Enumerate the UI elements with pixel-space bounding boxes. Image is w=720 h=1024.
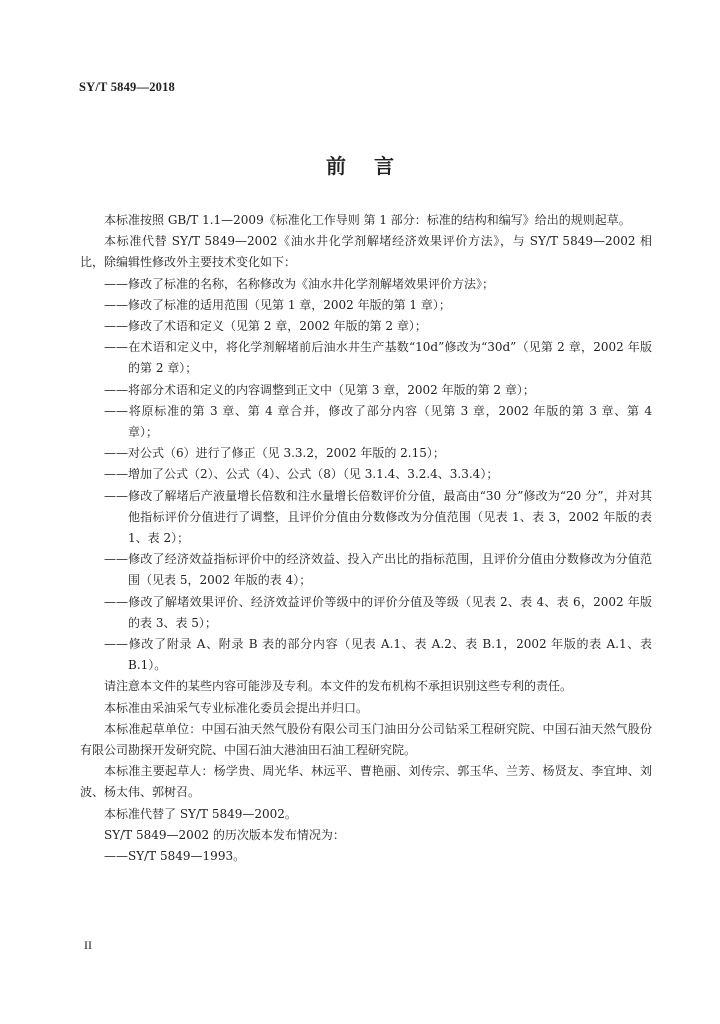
standard-code-header: SY/T 5849—2018: [79, 80, 175, 94]
change-item: ——修改了解堵后产液量增长倍数和注水量增长倍数评价分值，最高由“30 分”修改为“20 分”，并对其他指标评价分值进行了调整，且评价分值由分数修改为分值范围（见表 1、表 3，2002 年版的表 1、表 2）；: [104, 488, 652, 546]
paragraph-replacement: 本标准代替 SY/T 5849—2002《油水井化学剂解堵经济效果评价方法》，与 SY/T 5849—2002 相比，除编辑性修改外主要技术变化如下：: [80, 234, 652, 270]
change-item: ——修改了附录 A、附录 B 表的部分内容（见表 A.1、表 A.2、表 B.1，2002 年版的表 A.1、表 B.1）。: [104, 637, 652, 673]
paragraph-drafters: 本标准主要起草人：杨学贵、周光华、林远平、曹艳丽、刘传宗、郭玉华、兰芳、杨贤友、李宜坤、刘波、杨太伟、郭树召。: [80, 764, 652, 800]
change-item: ——修改了术语和定义（见第 2 章，2002 年版的第 2 章）；: [104, 319, 427, 334]
page-number: II: [84, 938, 92, 952]
change-item: ——修改了经济效益指标评价中的经济效益、投入产出比的指标范围，且评价分值由分数修改为分值范围（见表 5，2002 年版的表 4）；: [104, 552, 652, 588]
paragraph-replaces: 本标准代替了 SY/T 5849—2002。: [104, 806, 297, 821]
foreword-body: [80, 210, 652, 867]
change-item: ——将原标准的第 3 章、第 4 章合并，修改了部分内容（见第 3 章，2002 年版的第 3 章、第 4 章）；: [104, 403, 652, 440]
page-title: 前言: [326, 154, 422, 178]
change-item: ——修改了解堵效果评价、经济效益评价等级中的评价分值及等级（见表 2、表 4、表 6，2002 年版的表 3、表 5）；: [104, 594, 652, 630]
change-item: ——对公式（6）进行了修正（见 3.3.2，2002 年版的 2.15）；: [104, 446, 445, 461]
paragraph-drafting-rules: 本标准按照 GB/T 1.1—2009《标准化工作导则 第 1 部分：标准的结构和编写》给出的规则起草。: [104, 213, 631, 227]
paragraph-patent-notice: 请注意本文件的某些内容可能涉及专利。本文件的发布机构不承担识别这些专利的责任。: [104, 679, 573, 694]
paragraph-drafting-units: 本标准起草单位：中国石油天然气股份有限公司玉门油田分公司钻采工程研究院、中国石油天然气股份有限公司勘探开发研究院、中国石油大港油田石油工程研究院。: [80, 721, 652, 758]
history-item: ——SY/T 5849—1993。: [104, 849, 246, 864]
change-item: ——修改了标准的名称，名称修改为《油水井化学剂解堵效果评价方法》；: [104, 276, 495, 291]
change-item: ——在术语和定义中，将化学剂解堵前后油水井生产基数“10d”修改为“30d”（见第 2 章，2002 年版的第 2 章）；: [104, 340, 652, 376]
paragraph-proposer: 本标准由采油采气专业标准化委员会提出并归口。: [104, 700, 369, 715]
change-item: ——修改了标准的适用范围（见第 1 章，2002 年版的第 1 章）；: [104, 297, 451, 312]
paragraph-history-intro: SY/T 5849—2002 的历次版本发布情况为：: [104, 827, 345, 842]
change-item: ——增加了公式（2）、公式（4）、公式（8）（见 3.1.4、3.2.4、3.3.4）；: [104, 467, 499, 482]
change-item: ——将部分术语和定义的内容调整到正文中（见第 3 章，2002 年版的第 2 章）；: [104, 382, 535, 397]
